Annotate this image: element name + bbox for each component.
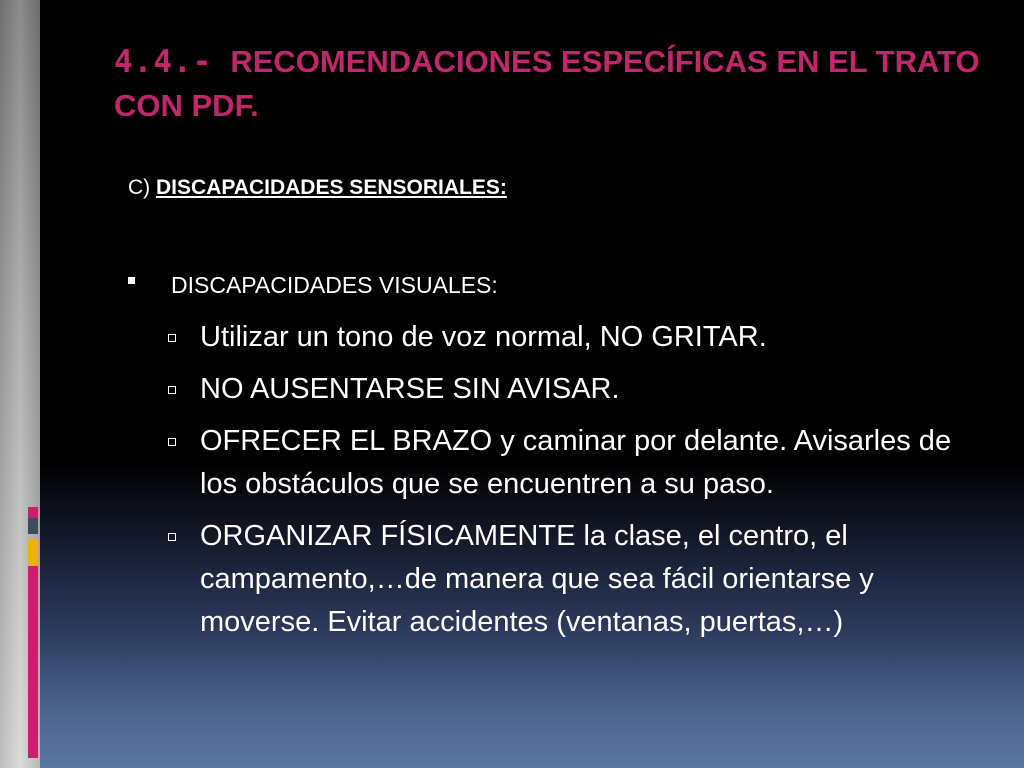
section-prefix: C)	[128, 176, 151, 199]
list-item-text: NO AUSENTARSE SIN AVISAR.	[200, 373, 620, 405]
accent-slate	[28, 518, 38, 534]
slide-title	[114, 40, 994, 128]
list-item	[168, 515, 988, 644]
recommendations-list	[168, 316, 988, 653]
section-heading: DISCAPACIDADES SENSORIALES:	[156, 176, 507, 199]
title-text: RECOMENDACIONES ESPECÍFICAS EN EL TRATO CON PDF.	[114, 44, 980, 123]
list-item	[168, 420, 988, 506]
hollow-square-bullet-icon	[168, 533, 176, 541]
title-number: 4.4.-	[114, 44, 213, 80]
accent-gold	[28, 539, 38, 565]
bullet-level1-text: DISCAPACIDADES VISUALES:	[171, 272, 498, 298]
hollow-square-bullet-icon	[168, 334, 176, 342]
hollow-square-bullet-icon	[168, 386, 176, 394]
section-line	[128, 176, 507, 200]
list-item-text: OFRECER EL BRAZO y caminar por delante. Avisarles de los obstáculos que se encuentren a su paso.	[200, 425, 952, 500]
list-item-text: ORGANIZAR FÍSICAMENTE la clase, el centro, el campamento,…de manera que sea fácil orientarse y moverse. Evitar accidentes (ventanas, puertas,…)	[200, 520, 874, 638]
bullet-level1	[128, 272, 498, 299]
list-item	[168, 368, 988, 411]
square-bullet-icon	[128, 277, 135, 284]
accent-pink-long	[28, 566, 38, 758]
list-item	[168, 316, 988, 359]
list-item-text: Utilizar un tono de voz normal, NO GRITAR.	[200, 321, 767, 353]
hollow-square-bullet-icon	[168, 438, 176, 446]
